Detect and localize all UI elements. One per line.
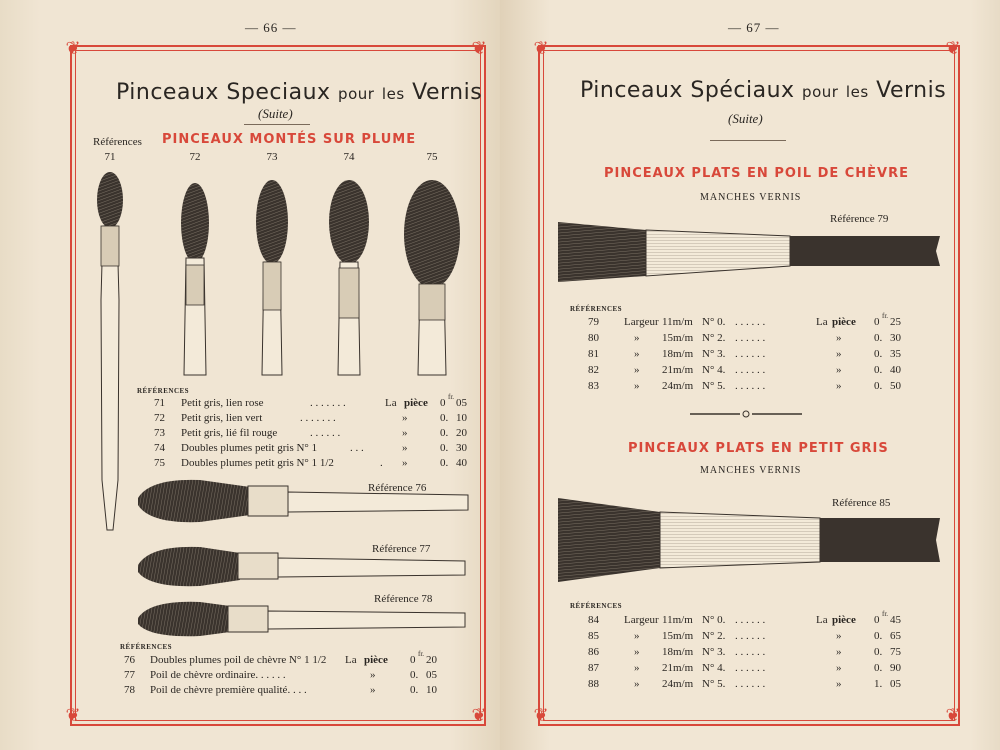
references-label: Références bbox=[93, 136, 142, 148]
corner-ornament-icon: ❦ bbox=[65, 38, 81, 58]
table-row: 77 Poil de chèvre ordinaire. . . . . . » 0. 05 bbox=[124, 669, 437, 681]
page-number: — 67 — bbox=[728, 20, 780, 35]
table-row: 76 Doubles plumes poil de chèvre N° 1 1/2 La pièce 0 fr. 20 bbox=[124, 650, 437, 666]
references-header: RÉFÉRENCES bbox=[570, 602, 623, 610]
brush-number: 75 bbox=[426, 151, 438, 163]
table-row: 88 » 24m/m N° 5. . . . . . . » 1. 05 bbox=[588, 678, 901, 690]
table-row: 87 » 21m/m N° 4. . . . . . . » 0. 90 bbox=[588, 662, 901, 674]
table-row: 78 Poil de chèvre première qualité. . . . » 0. 10 bbox=[124, 684, 437, 696]
references-header: RÉFÉRENCES bbox=[137, 387, 190, 395]
suite-label: (Suite) bbox=[728, 111, 763, 126]
section-heading: PINCEAUX PLATS EN POIL DE CHÈVRE bbox=[604, 166, 910, 181]
section-heading: PINCEAUX PLATS EN PETIT GRIS bbox=[628, 441, 889, 456]
corner-ornament-icon: ❦ bbox=[945, 705, 961, 725]
reference-caption: Référence 79 bbox=[830, 213, 889, 225]
table-row: 85 » 15m/m N° 2. . . . . . . » 0. 65 bbox=[588, 630, 901, 642]
divider-ornament bbox=[690, 411, 802, 417]
table-row: 71 Petit gris, lien rose . . . . . . . La pièce 0 fr. 05 bbox=[154, 393, 467, 409]
page-number: — 66 — bbox=[245, 20, 297, 35]
section-heading: PINCEAUX MONTÉS SUR PLUME bbox=[162, 132, 417, 147]
corner-ornament-icon: ❦ bbox=[471, 38, 487, 58]
table-row: 81 » 18m/m N° 3. . . . . . . » 0. 35 bbox=[588, 348, 901, 360]
table-row: 75 Doubles plumes petit gris N° 1 1/2 . » 0. 40 bbox=[154, 457, 467, 469]
corner-ornament-icon: ❦ bbox=[945, 38, 961, 58]
brush-number: 71 bbox=[104, 151, 116, 163]
brush-75 bbox=[404, 180, 460, 375]
brush-71 bbox=[97, 172, 123, 530]
brush-78 bbox=[138, 602, 465, 636]
table-row: 74 Doubles plumes petit gris N° 1 . . . » 0. 30 bbox=[154, 442, 467, 454]
suite-label: (Suite) bbox=[258, 106, 293, 121]
subheading: MANCHES VERNIS bbox=[700, 192, 802, 203]
corner-ornament-icon: ❦ bbox=[533, 705, 549, 725]
reference-caption: Référence 76 bbox=[368, 482, 427, 494]
references-header: RÉFÉRENCES bbox=[570, 305, 623, 313]
table-row: 79 Largeur 11m/m N° 0. . . . . . . La pièce 0 fr. 25 bbox=[588, 312, 901, 328]
table-row: 86 » 18m/m N° 3. . . . . . . » 0. 75 bbox=[588, 646, 901, 658]
reference-caption: Référence 77 bbox=[372, 543, 431, 555]
table-row: 73 Petit gris, lié fil rouge . . . . . . » 0. 20 bbox=[154, 427, 467, 439]
corner-ornament-icon: ❦ bbox=[65, 705, 81, 725]
brush-number: 74 bbox=[343, 151, 355, 163]
brush-74 bbox=[329, 180, 369, 375]
table-row: 80 » 15m/m N° 2. . . . . . . » 0. 30 bbox=[588, 332, 901, 344]
brush-79 bbox=[558, 222, 940, 282]
references-header: RÉFÉRENCES bbox=[120, 643, 173, 651]
table-row: 72 Petit gris, lien vert . . . . . . . » 0. 10 bbox=[154, 412, 467, 424]
brush-number: 72 bbox=[189, 151, 201, 163]
reference-caption: Référence 85 bbox=[832, 497, 891, 509]
subheading: MANCHES VERNIS bbox=[700, 465, 802, 476]
table-row: 82 » 21m/m N° 4. . . . . . . » 0. 40 bbox=[588, 364, 901, 376]
page-title: Pinceaux Spéciaux pour les Vernis bbox=[580, 78, 947, 103]
right-page bbox=[500, 0, 1000, 750]
brush-73 bbox=[256, 180, 288, 375]
brush-72 bbox=[181, 183, 209, 375]
table-row: 84 Largeur 11m/m N° 0. . . . . . . La pièce 0 fr. 45 bbox=[588, 610, 901, 626]
page-title: Pinceaux Speciaux pour les Vernis bbox=[116, 80, 483, 105]
corner-ornament-icon: ❦ bbox=[533, 38, 549, 58]
brush-85 bbox=[558, 498, 940, 582]
table-row: 83 » 24m/m N° 5. . . . . . . » 0. 50 bbox=[588, 380, 901, 392]
brush-number: 73 bbox=[266, 151, 278, 163]
reference-caption: Référence 78 bbox=[374, 593, 433, 605]
corner-ornament-icon: ❦ bbox=[471, 705, 487, 725]
